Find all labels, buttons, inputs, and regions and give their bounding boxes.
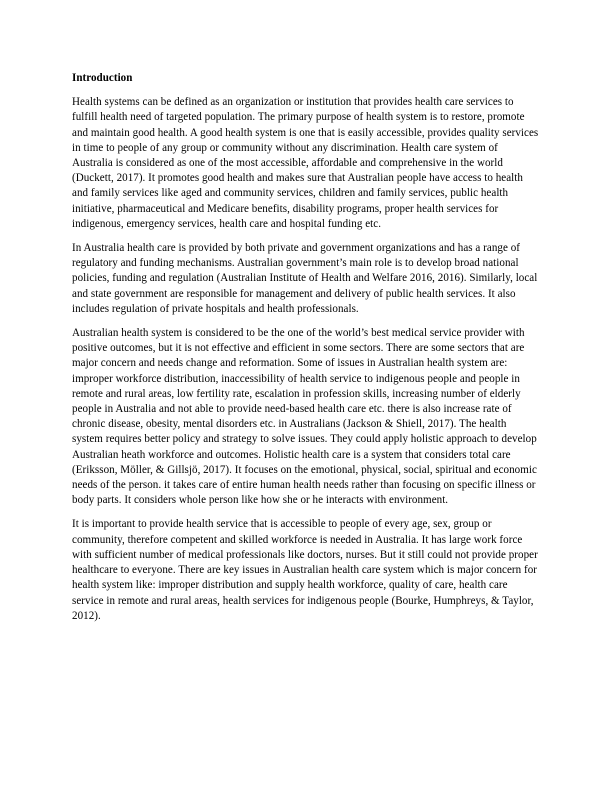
paragraph-2: In Australia health care is provided by both private and government organizations and has a range of regulatory and funding mechanisms. Australian government’s main role is to develop broad national policies, funding and regulation (Australian Institute of Health and Welfare 2016, 2016). Similarly, local and state government are responsible for management and delivery of public health services. It also includes regulation of private hospitals and health professionals. bbox=[72, 242, 538, 315]
section-heading: Introduction bbox=[72, 72, 133, 84]
paragraph-3: Australian health system is considered to be the one of the world’s best medical service provider with positive outcomes, but it is not effective and efficient in some sectors. There are some sectors that are major concern and needs change and reformation. Some of issues in Australian health system are: improper workforce distribution, inaccessibility of health service to indigenous people and people in remote and rural areas, low fertility rate, escalation in profession skills, increasing number of elderly people in Australia and not able to provide need-based health care etc. there is also increase rate of chronic disease, obesity, mental disorders etc. in Australians (Jackson & Shiell, 2017). The health system requires better policy and strategy to solve issues. They could apply holistic approach to develop Australian heath workforce and outcomes. Holistic health care is a system that considers total care (Eriksson, Möller, & Gillsjö, 2017). It focuses on the emotional, physical, social, spiritual and economic needs of the person. it takes care of entire human health needs rather than focusing on specific illness or body parts. It considers whole person like how she or he interacts with environment. bbox=[72, 327, 537, 507]
document-body bbox=[72, 71, 540, 633]
paragraph-4: It is important to provide health service that is accessible to people of every age, sex, group or community, therefore competent and skilled workforce is needed in Australia. It has large work force with sufficient number of medical professionals like doctors, nurses. But it still could not provide proper healthcare to everyone. There are key issues in Australian health care system which is major concern for health system like: improper distribution and supply health workforce, quality of care, health care service in remote and rural areas, health services for indigenous people (Bourke, Humphreys, & Taylor, 2012). bbox=[72, 518, 538, 622]
paragraph-1: Health systems can be defined as an organization or institution that provides health care services to fulfill health need of targeted population. The primary purpose of health system is to restore, promote and maintain good health. A good health system is one that is easily accessible, provides quality services in time to people of any group or community without any discrimination. Health care system of Australia is considered as one of the most accessible, affordable and comprehensive in the world (Duckett, 2017). It promotes good health and makes sure that Australian people have access to health and family services like aged and community services, children and family services, public health initiative, pharmaceutical and Medicare benefits, disability programs, proper health services for indigenous, emergency services, health care and hospital funding etc. bbox=[72, 96, 539, 230]
